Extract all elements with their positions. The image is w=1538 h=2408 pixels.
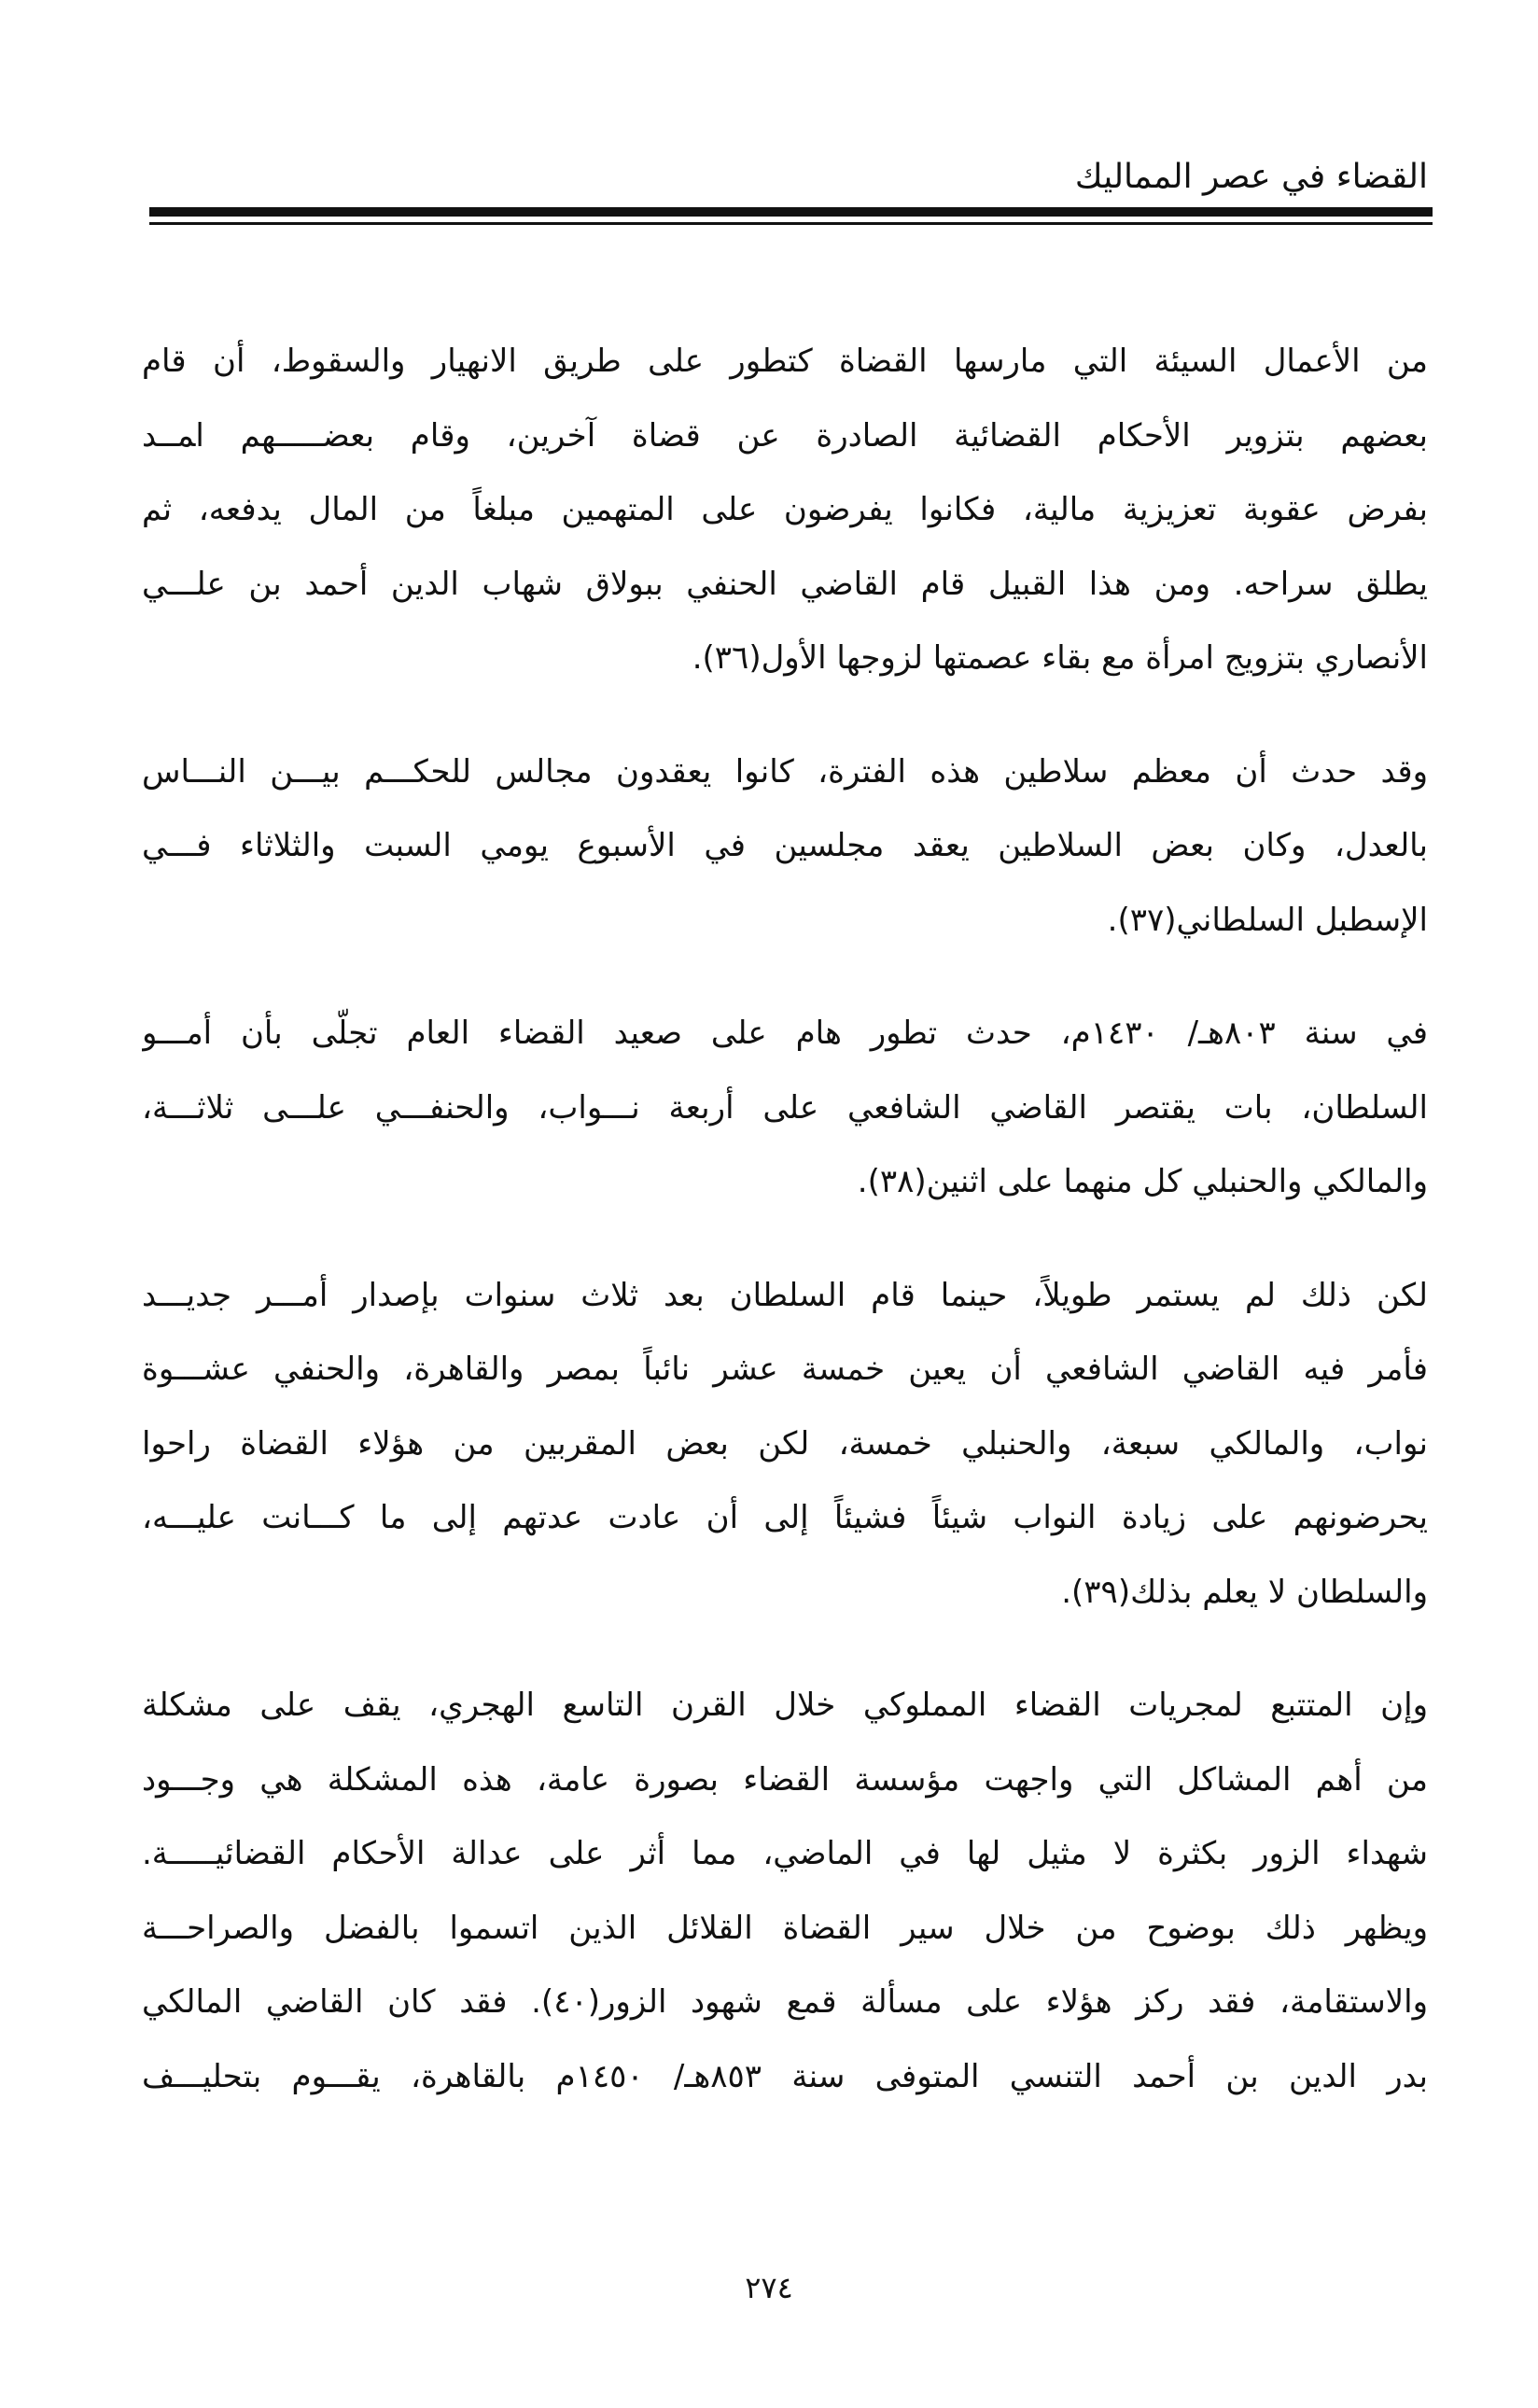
text-line: نواب، والمالكي سبعة، والحنبلي خمسة، لكن بعض المقربين من هؤلاء القضاة راحوا (142, 1424, 1428, 1463)
paragraph (142, 1669, 1428, 2114)
text-line: لكن ذلك لم يستمر طويلاً، حينما قام السلطان بعد ثلاث سنوات بإصدار أمـــر جديـــد (142, 1276, 1428, 1314)
text-line: وإن المتتبع لمجريات القضاء المملوكي خلال القرن التاسع الهجري، يقف على مشكلة (142, 1687, 1428, 1724)
page-number: ٢٧٤ (745, 2270, 793, 2305)
text-line: السلطان، بات يقتصر القاضي الشافعي على أربعة نـــواب، والحنفـــي علـــى ثلاثـــة، (142, 1088, 1428, 1127)
text-line: من أهم المشاكل التي واجهت مؤسسة القضاء بصورة عامة، هذه المشكلة هي وجـــود (142, 1760, 1428, 1799)
text-line: الأنصاري بتزويج امرأة مع بقاء عصمتها لزوجها الأول(٣٦). (692, 639, 1428, 677)
paragraph (142, 325, 1428, 696)
text-line: بدر الدين بن أحمد التنسي المتوفى سنة ٨٥٣هـ/ ١٤٥٠م بالقاهرة، يقـــوم بتحليـــف (142, 2057, 1428, 2095)
text-line: شهداء الزور بكثرة لا مثيل لها في الماضي، مما أثر على عدالة الأحكام القضائيـــــة. (142, 1835, 1428, 1872)
text-line: والمالكي والحنبلي كل منهما على اثنين(٣٨). (857, 1163, 1428, 1200)
text-line: من الأعمال السيئة التي مارسها القضاة كتطور على طريق الانهيار والسقوط، أن قام (142, 343, 1428, 380)
text-line: والاستقامة، فقد ركز هؤلاء على مسألة قمع شهود الزور(٤٠). فقد كان القاضي المالكي (142, 1983, 1428, 2021)
body-text (142, 325, 1428, 2114)
text-line: يحرضونهم على زيادة النواب شيئاً فشيئاً إلى أن عادت عدتهم إلى ما كـــانت عليـــه، (142, 1499, 1428, 1536)
paragraph (142, 1259, 1428, 1631)
text-line: بالعدل، وكان بعض السلاطين يعقد مجلسين في الأسبوع يومي السبت والثلاثاء فـــي (142, 827, 1428, 864)
text-line: ويظهر ذلك بوضوح من خلال سير القضاة القلائل الذين اتسموا بالفضل والصراحـــة (142, 1909, 1428, 1947)
text-line: والسلطان لا يعلم بذلك(٣٩). (1061, 1573, 1428, 1611)
text-line: في سنة ٨٠٣هـ/ ١٤٣٠م، حدث تطور هام على صعيد القضاء العام تجلّى بأن أمـــو (142, 1015, 1428, 1052)
running-head: القضاء في عصر المماليك (1074, 158, 1428, 196)
text-line: يطلق سراحه. ومن هذا القبيل قام القاضي الحنفي ببولاق شهاب الدين أحمد بن علـــي (142, 565, 1428, 603)
text-line: وقد حدث أن معظم سلاطين هذه الفترة، كانوا يعقدون مجالس للحكـــم بيـــن النـــاس (142, 752, 1428, 791)
text-line: بفرض عقوبة تعزيزية مالية، فكانوا يفرضون على المتهمين مبلغاً من المال يدفعه، ثم (142, 491, 1428, 528)
header-rule-thin (149, 222, 1433, 225)
header-rule-thick (149, 207, 1433, 217)
text-line: فأمر فيه القاضي الشافعي أن يعين خمسة عشر نائباً بمصر والقاهرة، والحنفي عشـــوة (142, 1351, 1428, 1388)
paragraph (142, 997, 1428, 1220)
text-line: بعضهم بتزوير الأحكام القضائية الصادرة عن قضاة آخرين، وقام بعضـــــهم ا‍مـ‍‍ـد (142, 416, 1428, 455)
text-line: الإسطبل السلطاني(٣٧). (1107, 901, 1428, 939)
paragraph (142, 735, 1428, 959)
